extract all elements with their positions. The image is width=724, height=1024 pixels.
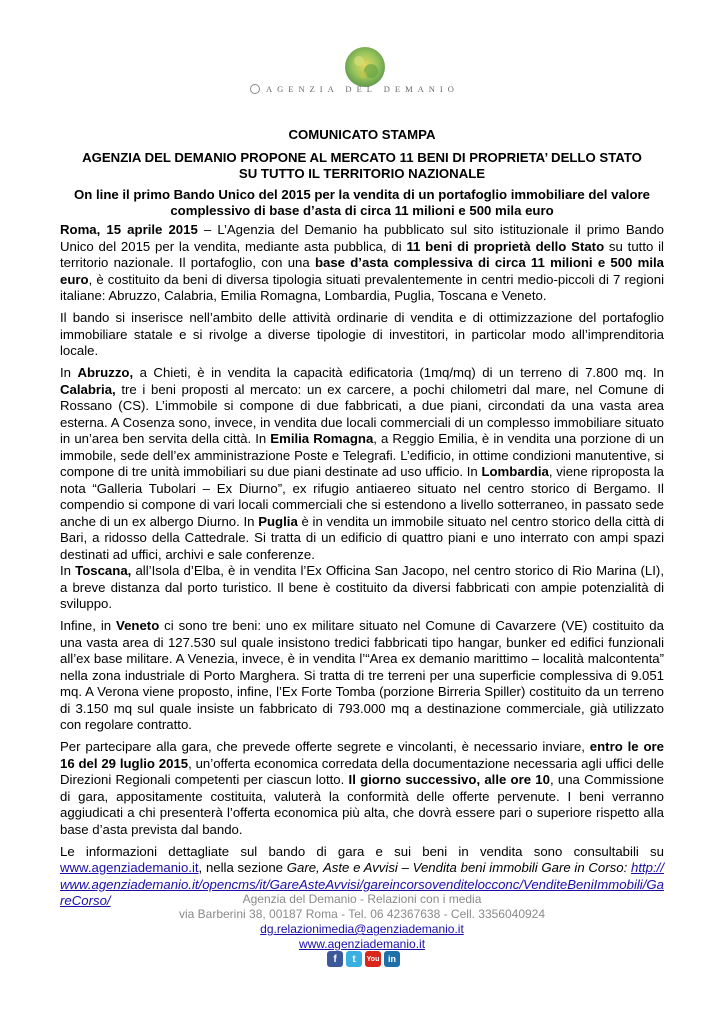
- facebook-icon[interactable]: f: [327, 951, 343, 967]
- paragraph-veneto: [60, 618, 664, 734]
- tender-url-link[interactable]: http://www.agenziademanio.it/opencms/it/GareAsteAvvisi/gareincorsovenditelocconc/VenditeBeniImmobili/GareCorso/: [60, 860, 664, 908]
- text: all’Isola d’Elba, è in vendita l’Ex Officina San Jacopo, nel centro storico di Rio Marina (LI), a breve distanza dal porto turistico. Il bene è costituito da diversi fabbricati con ampie potenzialità di sviluppo.: [60, 563, 664, 611]
- region-puglia: Puglia: [258, 513, 298, 529]
- footer-site-link[interactable]: www.agenziademanio.it: [298, 937, 426, 951]
- deadline: entro le ore 16 del 29 luglio 2015: [60, 739, 664, 771]
- text: , è costituito da beni di diversa tipologia situati prevalentemente in centri medio-piccoli di 7 regioni italiane: Abruzzo, Calabria, Emilia Romagna, Lombardia, Puglia, Toscana e Veneto.: [60, 271, 664, 303]
- title-line-2: SU TUTTO IL TERRITORIO NAZIONALE: [238, 166, 486, 181]
- agency-logo-wordmark: [250, 82, 480, 96]
- text: Infine, in: [60, 618, 117, 633]
- footer-office: Agenzia del Demanio - Relazioni con i media: [242, 892, 482, 906]
- paragraph-context: Il bando si inserisce nell’ambito delle attività ordinarie di vendita e di ottimizzazione del portafoglio immobiliare statale e si rivolge a diverse tipologie di investitori, in particolar modo all’imprenditoria locale.: [60, 310, 664, 358]
- text: In: [60, 365, 78, 380]
- subtitle-line-2: complessivo di base d’asta di circa 11 milioni e 500 mila euro: [170, 203, 554, 218]
- linkedin-icon[interactable]: in: [384, 951, 400, 967]
- seal-icon: [250, 84, 260, 94]
- text: Le informazioni dettagliate sul bando di gara e sui beni in vendita sono consultabili su: [60, 843, 664, 859]
- date: Roma, 15 aprile 2015: [60, 222, 198, 237]
- paragraph-regions: [60, 365, 664, 613]
- text: , una Commissione di gara, appositamente costituita, valuterà la conformità delle offerte pervenute. I beni verranno aggiudicati a chi presenterà l’offerta economica più alta, che dovrà essere pari o superiore rispetto alla base d’asta prevista dal bando.: [60, 772, 664, 837]
- region-toscana: Toscana,: [75, 563, 132, 578]
- commission-date: Il giorno successivo, alle ore 10: [348, 772, 550, 787]
- agency-name: AGENZIA DEL DEMANIO: [266, 84, 459, 94]
- footer-email-link[interactable]: dg.relazionimedia@agenziademanio.it: [260, 922, 464, 936]
- text: – L’Agenzia del Demanio ha pubblicato sul sito istituzionale il primo Bando Unico del 2015 per la vendita, mediante asta pubblica, di: [60, 222, 665, 254]
- social-icons: [327, 951, 400, 967]
- press-release-title: [60, 150, 664, 182]
- youtube-icon[interactable]: You: [365, 951, 381, 967]
- text: , nella sezione: [198, 860, 287, 875]
- text: , un’offerta economica corredata della documentazione necessaria agli uffici delle Direzioni Regionali competenti per ciascun lotto.: [60, 755, 664, 787]
- text: è in vendita un immobile situato nel centro storico della città di Bari, a ridosso della Cattedrale. Si tratta di un edificio di quattro piani e uno interrato con ampi spazi destinati ad uffici, archivi e sale conferenze.: [60, 513, 664, 562]
- region-emilia-romagna: Emilia Romagna: [270, 431, 374, 446]
- bold-text: 11 beni di proprietà dello Stato: [406, 238, 605, 254]
- text: a Chieti, è in vendita la capacità edificatoria (1mq/mq) di un terreno di 7.800 mq. In: [133, 365, 664, 380]
- subtitle-line-1: On line il primo Bando Unico del 2015 per la vendita di un portafoglio immobiliare del valore: [74, 187, 650, 202]
- text: su tutto il territorio nazionale. Il portafoglio, con una: [60, 238, 664, 270]
- footer-address: via Barberini 38, 00187 Roma - Tel. 06 42367638 - Cell. 3356040924: [178, 907, 546, 921]
- twitter-icon[interactable]: t: [346, 951, 362, 967]
- site-link[interactable]: www.agenziademanio.it: [60, 860, 199, 875]
- region-abruzzo: Abruzzo,: [77, 365, 134, 380]
- text: In: [60, 563, 76, 578]
- press-release-body: [60, 222, 664, 915]
- paragraph-intro: [60, 222, 664, 305]
- text: tre i beni proposti al mercato: un ex carcere, a pochi chilometri dal mare, nel Comune di Rossano (CS). L’immobile si compone di due fabbricati, a due piani, circondati da una vasta area esterna. A Cosenza sono, invece, in vendita due locali commerciali di un complesso immobiliare situato in un’area ben servita della città. In: [60, 381, 664, 446]
- press-release-subtitle: [60, 187, 664, 219]
- region-calabria: Calabria,: [60, 381, 116, 397]
- paragraph-participation: [60, 739, 664, 838]
- text: Per partecipare alla gara, che prevede offerte segrete e vincolanti, è necessario inviare,: [60, 739, 590, 754]
- contact-footer: [60, 892, 664, 952]
- press-release-label: COMUNICATO STAMPA: [288, 127, 436, 142]
- title-line-1: AGENZIA DEL DEMANIO PROPONE AL MERCATO 11 BENI DI PROPRIETA’ DELLO STATO: [82, 150, 642, 165]
- region-lombardia: Lombardia: [481, 464, 549, 479]
- text: ci sono tre beni: uno ex militare situato nel Comune di Cavarzere (VE) costituito da una vasta area di 127.530 sul quale insistono tredici fabbricati tipo hangar, bunker ed edifici funzionali all’ex base militare. A Venezia, invece, è in vendita l’“Area ex demanio marittimo – località malcontenta” nella zona industriale di Porto Marghera. Si tratta di tre terreni per una superficie complessiva di 9.051 mq. A Verona viene proposto, infine, l’Ex Forte Tomba (porzione Birreria Spiller) costituito da un terreno di 3.150 mq sul quale insiste un fabbricato di 793.000 mq a destinazione commerciale, già utilizzato con regolare contratto.: [60, 618, 664, 732]
- region-veneto: Veneto: [116, 618, 160, 633]
- text: , viene riproposta la nota “Galleria Tubolari – Ex Diurno”, ex rifugio antiaereo situato nel centro storico di Bergamo. Il compendio si compone di vari locali commerciali che si estendono a livello sotterraneo, in passato sede anche di un ex albergo Diurno. In: [60, 464, 664, 529]
- section-name: Gare, Aste e Avvisi – Vendita beni immobili Gare in Corso:: [286, 860, 628, 875]
- bold-text: base d’asta complessiva di circa 11 milioni e 500 mila euro: [60, 255, 664, 287]
- text: , a Reggio Emilia, è in vendita una porzione di un immobile, sede dell’ex amministrazione Poste e Telegrafi. L’edificio, in ottime condizioni manutentive, si compone di tre unità immobiliari su due piani destinate ad uso ufficio. In: [60, 431, 664, 479]
